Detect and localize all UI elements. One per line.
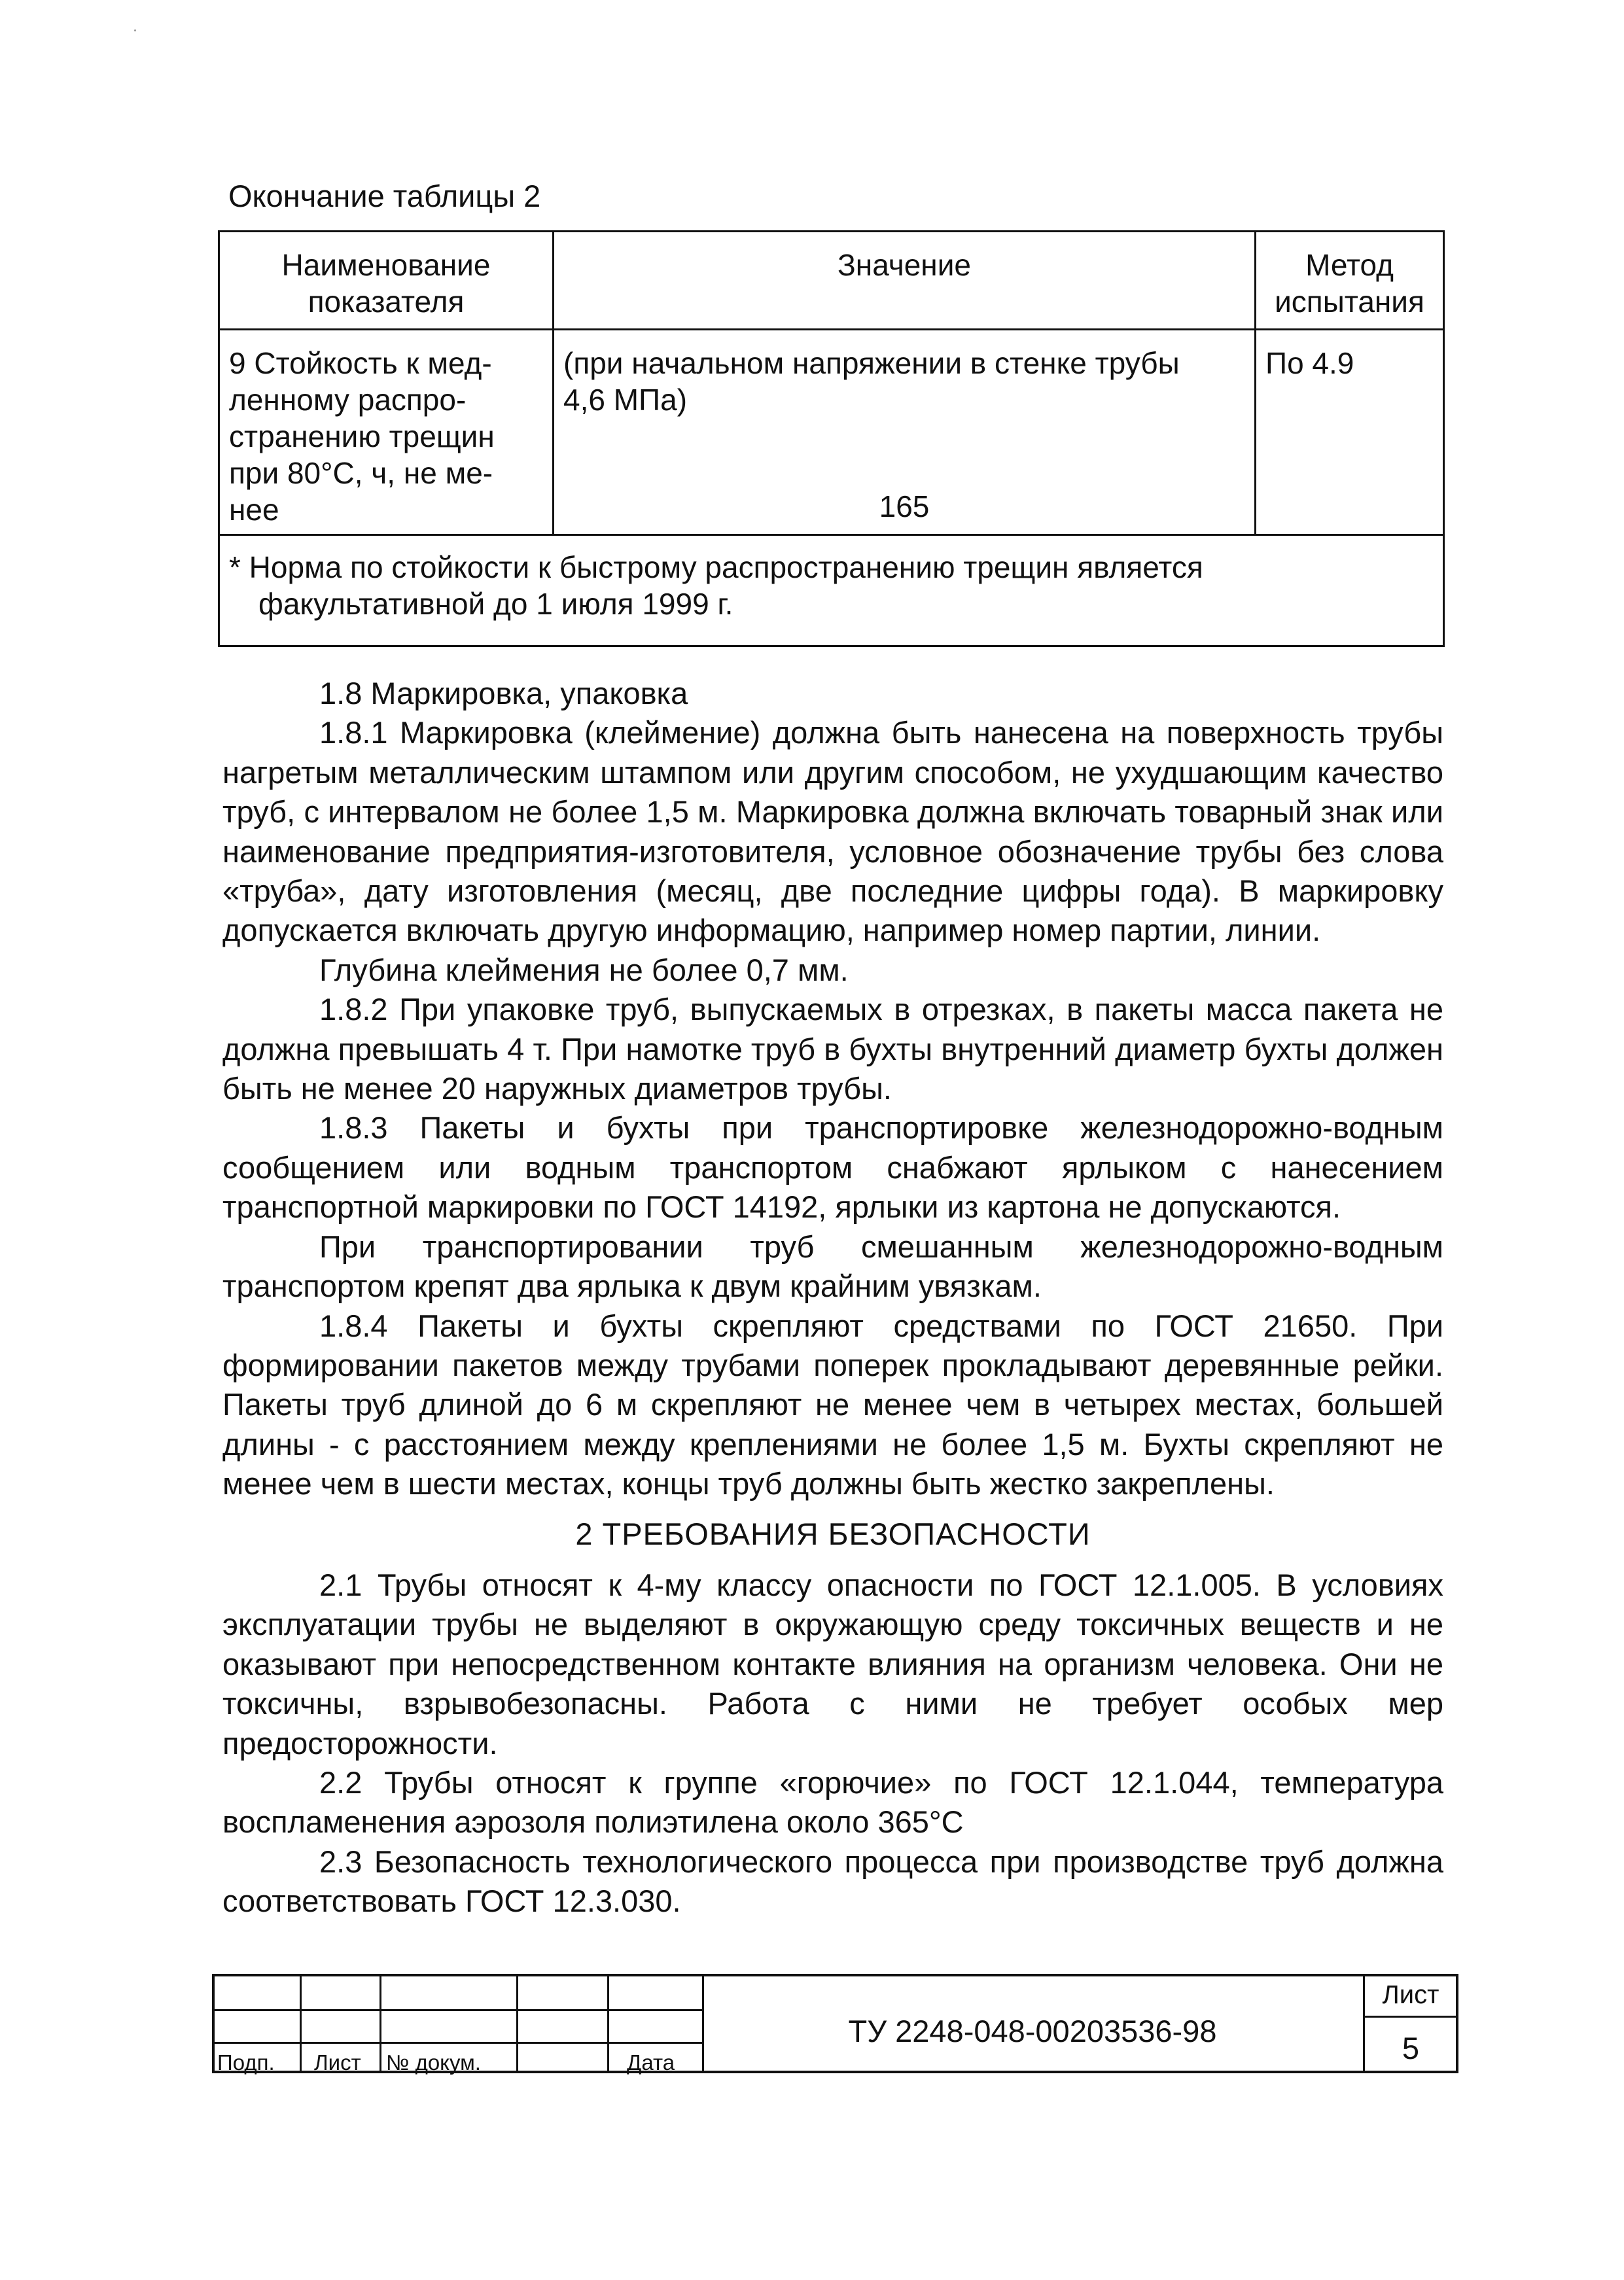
paragraph-2-2: 2.2 Трубы относят к группе «горючие» по ГОСТ 12.1.044, температура воспламенения аэрозоля полиэтилена около 365°С xyxy=(222,1764,1443,1840)
header-method-line: Метод xyxy=(1305,248,1394,282)
stamp-label-date: Дата xyxy=(627,2050,675,2075)
name-line: 9 Стойкость к мед- xyxy=(229,346,492,380)
spec-table xyxy=(218,230,1445,647)
stamp-label-signature: Подп. xyxy=(217,2050,275,2075)
stamp-divider xyxy=(516,1976,518,2071)
method-text: По 4.9 xyxy=(1265,346,1354,380)
header-name xyxy=(219,232,554,330)
header-method xyxy=(1256,232,1444,330)
name-line: ленному распро- xyxy=(229,383,467,417)
paragraph-1-8-3: 1.8.3 Пакеты и бухты при транспортировке железнодорожно-водным сообщением или водным транспортом снабжают ярлыком с нанесением транспортной маркировки по ГОСТ 14192, ярлыки из картона не допускаются. xyxy=(222,1110,1443,1225)
cell-value xyxy=(554,330,1256,535)
footnote-line: факультативной до 1 июля 1999 г. xyxy=(258,587,733,621)
stamp-rule xyxy=(215,2042,702,2044)
scan-speck xyxy=(134,29,136,31)
stamp-label-docnum: № докум. xyxy=(386,2050,481,2075)
stamp-label-sheet: Лист xyxy=(314,2050,361,2075)
stamp-divider xyxy=(300,1976,302,2071)
stamp-rule xyxy=(215,2009,702,2011)
paragraph-2-3: 2.3 Безопасность технологического процесса при производстве труб должна соответствовать ГОСТ 12.3.030. xyxy=(222,1844,1443,1919)
table-header-row xyxy=(219,232,1444,330)
paragraph-1-8-1-depth: Глубина клеймения не более 0,7 мм. xyxy=(319,952,849,987)
paragraph-1-8-2: 1.8.2 При упаковке труб, выпускаемых в отрезках, в пакеты масса пакета не должна превышать 4 т. При намотке труб в бухты внутренний диаметр бухты должен быть не менее 20 наружных диаметров трубы. xyxy=(222,992,1443,1106)
header-name-line: Наименование xyxy=(281,248,491,282)
header-value-text: Значение xyxy=(838,248,971,282)
header-method-line: испытания xyxy=(1275,285,1424,319)
name-line: нее xyxy=(229,493,279,527)
paragraph-1-8-4: 1.8.4 Пакеты и бухты скрепляют средствами по ГОСТ 21650. При формировании пакетов между трубами поперек прокладывают деревянные рейки. Пакеты труб длиной до 6 м скрепляют не менее чем в четырех местах, большей длины - с расстоянием между креплениями не более 1,5 м. Бухты скрепляют не менее чем в шести местах, концы труб должны быть жестко закреплены. xyxy=(222,1308,1443,1501)
body-text xyxy=(222,674,1443,1921)
stamp-rule xyxy=(1363,2016,1458,2018)
table-note-row xyxy=(219,535,1444,646)
name-line: при 80°С, ч, не ме- xyxy=(229,456,493,490)
name-line: странению трещин xyxy=(229,419,495,453)
sheet-label: Лист xyxy=(1382,1980,1439,2009)
value-line: 4,6 МПа) xyxy=(563,383,688,417)
stamp-divider xyxy=(607,1976,609,2071)
title-block-stamp xyxy=(212,1974,1458,2073)
paragraph-1-8-3-transport: При транспортировании труб смешанным железнодорожно-водным транспортом крепят два ярлыка к двум крайним увязкам. xyxy=(222,1229,1443,1304)
document-code: ТУ 2248-048-00203536-98 xyxy=(848,2014,1217,2048)
sheet-number: 5 xyxy=(1402,2031,1420,2065)
table-caption: Окончание таблицы 2 xyxy=(228,179,541,213)
value-line: (при начальном напряжении в стенке трубы xyxy=(563,346,1180,380)
header-name-line: показателя xyxy=(308,285,465,319)
table-row xyxy=(219,330,1444,535)
stamp-divider xyxy=(380,1976,381,2071)
cell-indicator-name xyxy=(219,330,554,535)
value-number: 165 xyxy=(879,489,930,523)
paragraph-1-8-1: 1.8.1 Маркировка (клеймение) должна быть нанесена на поверхность трубы нагретым металлическим штампом или другим способом, не ухудшающим качество труб, с интервалом не более 1,5 м. Маркировка должна включать товарный знак или наименование предприятия-изготовителя, условное обозначение трубы без слова «труба», дату изготовления (месяц, две последние цифры года). В маркировку допускается включать другую информацию, например номер партии, линии. xyxy=(222,715,1443,948)
paragraph-2-1: 2.1 Трубы относят к 4-му классу опасности по ГОСТ 12.1.005. В условиях эксплуатации трубы не выделяют в окружающую среду токсичных веществ и не оказывают при непосредственном контакте влияния на организм человека. Они не токсичны, взрывобезопасны. Работа с ними не требует особых мер предосторожности. xyxy=(222,1567,1443,1761)
section-title-1-8: 1.8 Маркировка, упаковка xyxy=(319,676,688,710)
table-footnote xyxy=(219,535,1444,646)
header-value xyxy=(554,232,1256,330)
section-heading-2: 2 ТРЕБОВАНИЯ БЕЗОПАСНОСТИ xyxy=(575,1516,1091,1551)
cell-method xyxy=(1256,330,1444,535)
footnote-line: * Норма по стойкости к быстрому распространению трещин является xyxy=(229,550,1203,584)
